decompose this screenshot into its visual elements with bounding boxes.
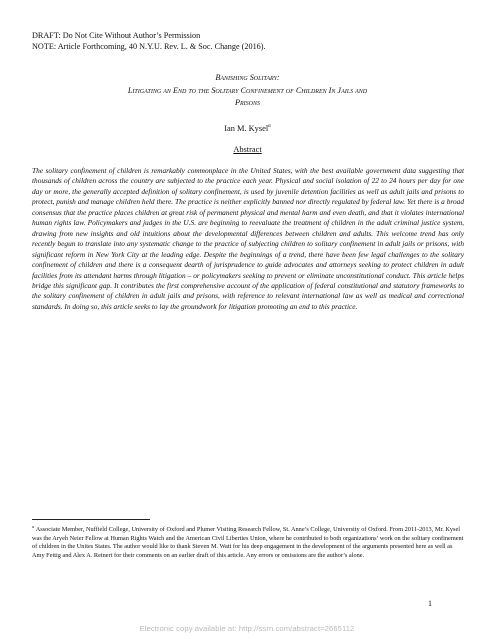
draft-notice: DRAFT: Do Not Cite Without Author’s Permission bbox=[32, 31, 201, 40]
article-subtitle-line-2: Prisons bbox=[235, 98, 260, 107]
author-name: Ian M. Kysel bbox=[224, 124, 269, 133]
ssrn-watermark: Electronic copy available at: http://ssrn.com/abstract=2665112 bbox=[139, 624, 355, 633]
author-footnote-marker: α bbox=[268, 124, 271, 130]
draft-header bbox=[32, 31, 472, 52]
article-title: Banishing Solitary: bbox=[215, 73, 280, 82]
article-title-block bbox=[40, 72, 455, 110]
footnote bbox=[32, 523, 464, 560]
abstract-heading: Abstract bbox=[233, 145, 262, 154]
footnote-divider bbox=[32, 519, 150, 520]
article-subtitle-line-1: Litigating an End to the Solitary Confinement of Children In Jails and bbox=[127, 85, 368, 95]
footnote-marker: α bbox=[32, 524, 35, 529]
page-number: 1 bbox=[428, 599, 432, 608]
abstract-text: The solitary confinement of children is remarkably commonplace in the United States, with the best available government data suggesting that thousands of children across the country are subjected to the practice each year. Physical and social isolation of 22 to 24 hours per day for one day or more, the generally accepted definition of solitary confinement, is used by juvenile detention facilities as well as adult jails and prisons to protect, punish and manage children held there. The practice is neither explicitly banned nor directly regulated by federal law. Yet there is a broad consensus that the practice places children at great risk of permanent physical and mental harm and even death, and that it violates international human rights law. Policymakers and judges in the U.S. are beginning to reevaluate the treatment of children in the adult criminal justice system, drawing from new insights and old intuitions about the developmental differences between children and adults. This welcome trend has only recently begun to translate into any systematic change to the practice of subjecting children to solitary confinement in adult jails or prisons, with significant reform in New York City at the leading edge. Despite the beginnings of a trend, there have been few legal challenges to the solitary confinement of children and there is a consequent dearth of jurisprudence to guide advocates and attorneys seeking to protect children in adult facilities from its attendant harms through litigation – or policymakers seeking to prevent or eliminate unconstitutional conduct. This article helps bridge this significant gap. It contributes the first comprehensive account of the application of federal constitutional and statutory frameworks to the solitary confinement of children in adult jails and prisons, with reference to relevant international law as well as medical and correctional standards. In doing so, this article seeks to lay the groundwork for litigation promoting an end to this practice. bbox=[32, 166, 464, 311]
forthcoming-note: NOTE: Article Forthcoming, 40 N.Y.U. Rev. L. & Soc. Change (2016). bbox=[32, 41, 266, 51]
author-line bbox=[40, 124, 455, 133]
footnote-text: Associate Member, Nuffield College, University of Oxford and Plumer Visiting Research Fellow, St. Anne’s College, University of Oxford. From 2011-2013, Mr. Kysel was the Aryeh Neier Fellow at Human Rights Watch and the American Civil Liberties Union, where he contributed to both organizations’ work on the solitary confinement of children in the Unites States. The author would like to thank Steven M. Watt for his deep engagement in the development of the arguments presented here as well as Amy Fettig and Alex A. Reinert for their comments on an earlier draft of this article. Any errors or omissions are the author’s alone. bbox=[32, 526, 464, 559]
